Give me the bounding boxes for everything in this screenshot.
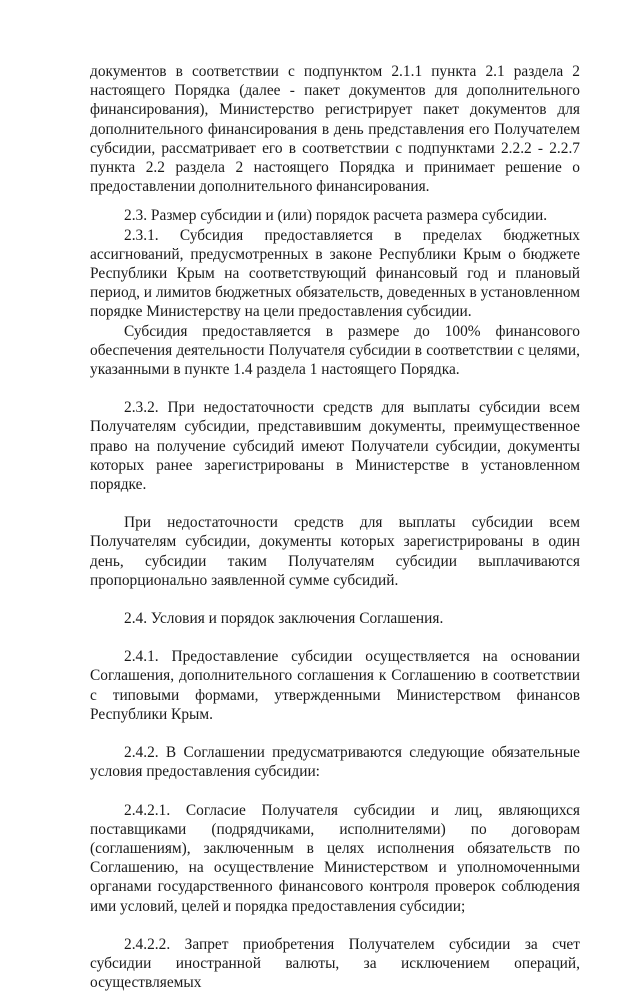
paragraph-2-3-1: 2.3.1. Субсидия предоставляется в пределах бюджетных ассигнований, предусмотренных в законе Республики Крым о бюджете Республики Крым на соответствующий финансовый год и плановый период, и лимитов бюджетных обязательств, доведенных в установленном порядке Министерству на цели предоставления субсидии. [90, 226, 580, 321]
section-heading-2-4: 2.4. Условия и порядок заключения Соглашения. [124, 610, 444, 628]
paragraph-2-3-2: 2.3.2. При недостаточности средств для выплаты субсидии всем Получателям субсидии, представившим документы, преимущественное право на получение субсидий имеют Получатели субсидии, документы которых ранее зарегистрированы в Министерстве в установленном порядке. [90, 399, 580, 494]
paragraph-continuation: документов в соответствии с подпунктом 2.1.1 пункта 2.1 раздела 2 настоящего Порядка (далее - пакет документов для дополнительного финансирования), Министерство регистрирует пакет документов для дополнительного финансирования в день представления его Получателем субсидии, рассматривает его в соответствии с подпунктами 2.2.2 - 2.2.7 пункта 2.2 раздела 2 настоящего Порядка и принимает решение о предоставлении дополнительного финансирования. [90, 63, 580, 196]
paragraph-2-4-2-2: 2.4.2.2. Запрет приобретения Получателем субсидии за счет субсидии иностранной валюты, за исключением операций, осуществляемых [90, 935, 580, 992]
paragraph-2-4-1: 2.4.1. Предоставление субсидии осуществляется на основании Соглашения, дополнительного соглашения к Соглашению в соответствии с типовыми формами, утвержденными Министерством финансов Республики Крым. [90, 648, 580, 723]
paragraph-2-4-2: 2.4.2. В Соглашении предусматриваются следующие обязательные условия предоставления субсидии: [90, 744, 580, 781]
section-heading-2-3: 2.3. Размер субсидии и (или) порядок расчета размера субсидии. [124, 207, 548, 225]
paragraph-insufficient-funds: При недостаточности средств для выплаты субсидии всем Получателям субсидии, документы которых зарегистрированы в один день, субсидии таким Получателям субсидии выплачиваются пропорционально заявленной сумме субсидий. [90, 514, 580, 589]
document-body [90, 62, 580, 992]
paragraph-2-4-2-1: 2.4.2.1. Согласие Получателя субсидии и лиц, являющихся поставщиками (подрядчиками, исполнителями) по договорам (соглашениям), заключенным в целях исполнения обязательств по Соглашению, на осуществление Министерством и уполномоченными органами государственного финансового контроля проверок соблюдения ими условий, целей и порядка предоставления субсидии; [90, 801, 580, 915]
paragraph-subsidy-size: Субсидия предоставляется в размере до 100% финансового обеспечения деятельности Получателя субсидии в соответствии с целями, указанными в пункте 1.4 раздела 1 настоящего Порядка. [90, 322, 580, 379]
